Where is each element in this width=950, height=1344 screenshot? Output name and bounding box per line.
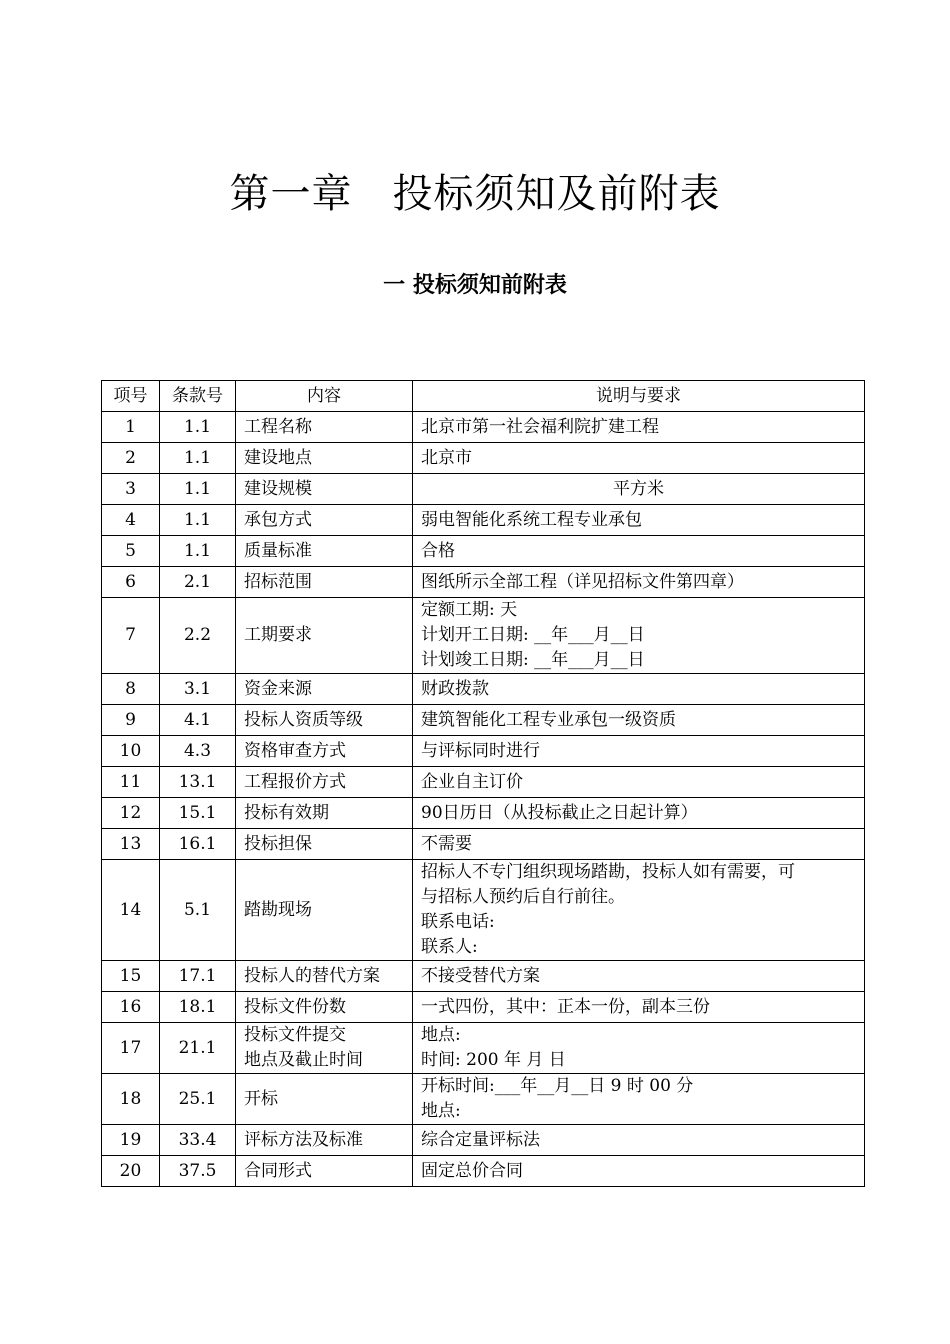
- table-row: [102, 961, 865, 992]
- row-content-line: 承包方式: [244, 509, 312, 530]
- row-description: [413, 767, 865, 798]
- row-description-line: 建筑智能化工程专业承包一级资质: [421, 709, 676, 730]
- table-row: [102, 412, 865, 443]
- row-content: [236, 536, 413, 567]
- row-item-number: 10: [102, 736, 160, 767]
- row-description: [413, 505, 865, 536]
- row-description-line: 开标时间:___年__月__日 9 时 00 分: [421, 1076, 694, 1096]
- table-row: [102, 767, 865, 798]
- row-content: [236, 736, 413, 767]
- row-content: [236, 474, 413, 505]
- row-item-number: 3: [102, 474, 160, 505]
- table-row: [102, 536, 865, 567]
- row-item-number: 18: [102, 1074, 160, 1125]
- row-content: [236, 412, 413, 443]
- row-description-line: 招标人不专门组织现场踏勘，投标人如有需要，可: [421, 862, 795, 882]
- row-clause-number: 1.1: [160, 536, 236, 567]
- row-description-line: 综合定量评标法: [421, 1129, 540, 1150]
- row-clause-number: 21.1: [160, 1023, 236, 1074]
- row-item-number: 9: [102, 705, 160, 736]
- row-description-line: 计划开工日期: __年___月__日: [421, 625, 645, 645]
- row-item-number: 1: [102, 412, 160, 443]
- row-content: [236, 505, 413, 536]
- row-description-line: 与评标同时进行: [421, 740, 540, 761]
- row-content: [236, 705, 413, 736]
- row-content-line: 评标方法及标准: [244, 1129, 363, 1150]
- row-clause-number: 4.3: [160, 736, 236, 767]
- row-clause-number: 16.1: [160, 829, 236, 860]
- row-item-number: 7: [102, 598, 160, 674]
- row-description: [413, 798, 865, 829]
- row-description: [413, 443, 865, 474]
- row-description-line: 北京市第一社会福利院扩建工程: [421, 416, 659, 437]
- row-clause-number: 2.2: [160, 598, 236, 674]
- table-row: [102, 736, 865, 767]
- row-content: [236, 567, 413, 598]
- row-description-line: 一式四份，其中：正本一份，副本三份: [421, 996, 710, 1017]
- row-clause-number: 37.5: [160, 1156, 236, 1187]
- row-content: [236, 961, 413, 992]
- row-description: [413, 860, 865, 961]
- row-description: [413, 1023, 865, 1074]
- row-content-line: 踏勘现场: [244, 899, 312, 920]
- row-content: [236, 767, 413, 798]
- row-content-line: 工程名称: [244, 416, 312, 437]
- row-content: [236, 1074, 413, 1125]
- table-row: [102, 598, 865, 674]
- row-content-line: 投标担保: [244, 833, 312, 854]
- row-content: [236, 1156, 413, 1187]
- row-description: [413, 1156, 865, 1187]
- row-description: [413, 1125, 865, 1156]
- row-content-line: 建设地点: [244, 447, 312, 468]
- row-clause-number: 5.1: [160, 860, 236, 961]
- header-content: 内容: [236, 381, 413, 412]
- chapter-title: [0, 162, 950, 219]
- table-row: [102, 860, 865, 961]
- chapter-name: 投标须知及前附表: [392, 171, 721, 217]
- row-content: [236, 860, 413, 961]
- row-content-line: 投标文件提交: [244, 1025, 346, 1045]
- row-content: [236, 1023, 413, 1074]
- row-item-number: 8: [102, 674, 160, 705]
- row-item-number: 15: [102, 961, 160, 992]
- row-clause-number: 1.1: [160, 443, 236, 474]
- row-clause-number: 15.1: [160, 798, 236, 829]
- row-description: [413, 536, 865, 567]
- row-content: [236, 829, 413, 860]
- row-item-number: 4: [102, 505, 160, 536]
- row-description: [413, 992, 865, 1023]
- row-description-line: 平方米: [613, 478, 664, 499]
- row-content-line: 地点及截止时间: [244, 1050, 363, 1070]
- row-item-number: 12: [102, 798, 160, 829]
- row-content-line: 资格审查方式: [244, 740, 346, 761]
- row-description: [413, 567, 865, 598]
- row-description-line: 90日历日（从投标截止之日起计算）: [421, 802, 698, 823]
- row-description: [413, 674, 865, 705]
- row-content-line: 开标: [244, 1088, 278, 1109]
- row-content-line: 工程报价方式: [244, 771, 346, 792]
- table-header-row: [102, 381, 865, 412]
- row-description-line: 联系人:: [421, 937, 478, 957]
- row-content-line: 建设规模: [244, 478, 312, 499]
- row-content: [236, 798, 413, 829]
- table-row: [102, 829, 865, 860]
- row-description-line: 定额工期: 天: [421, 600, 518, 620]
- row-description-line: 计划竣工日期: __年___月__日: [421, 650, 645, 670]
- row-description: [413, 474, 865, 505]
- row-clause-number: 25.1: [160, 1074, 236, 1125]
- row-description: [413, 705, 865, 736]
- row-item-number: 5: [102, 536, 160, 567]
- row-item-number: 11: [102, 767, 160, 798]
- row-description-line: 不接受替代方案: [421, 965, 540, 986]
- header-item-number: 项号: [102, 381, 160, 412]
- table-row: [102, 474, 865, 505]
- table-row: [102, 674, 865, 705]
- row-description-line: 时间: 200 年 月 日: [421, 1050, 566, 1070]
- row-item-number: 13: [102, 829, 160, 860]
- row-item-number: 17: [102, 1023, 160, 1074]
- row-description-line: 与招标人预约后自行前往。: [421, 887, 625, 907]
- table-row: [102, 705, 865, 736]
- row-clause-number: 18.1: [160, 992, 236, 1023]
- row-description-line: 企业自主订价: [421, 771, 523, 792]
- row-description: [413, 829, 865, 860]
- row-content-line: 工期要求: [244, 625, 312, 645]
- row-description-line: 弱电智能化系统工程专业承包: [421, 509, 642, 530]
- row-description-line: 地点:: [421, 1025, 461, 1045]
- row-content: [236, 598, 413, 674]
- table-row: [102, 1125, 865, 1156]
- row-description-line: 合格: [421, 540, 455, 561]
- table-row: [102, 798, 865, 829]
- row-content-line: 投标文件份数: [244, 996, 346, 1017]
- row-clause-number: 1.1: [160, 505, 236, 536]
- row-description-line: 北京市: [421, 447, 472, 468]
- row-item-number: 20: [102, 1156, 160, 1187]
- row-item-number: 19: [102, 1125, 160, 1156]
- row-description-line: 联系电话:: [421, 912, 495, 932]
- row-clause-number: 13.1: [160, 767, 236, 798]
- section-title: 一 投标须知前附表: [383, 273, 567, 298]
- row-item-number: 16: [102, 992, 160, 1023]
- row-content-line: 投标人的替代方案: [244, 965, 380, 986]
- row-description-line: 财政拨款: [421, 678, 489, 699]
- row-content: [236, 1125, 413, 1156]
- row-content-line: 质量标准: [244, 540, 312, 561]
- row-description: [413, 412, 865, 443]
- bid-instructions-table: [101, 380, 865, 1187]
- row-clause-number: 3.1: [160, 674, 236, 705]
- row-item-number: 2: [102, 443, 160, 474]
- row-item-number: 6: [102, 567, 160, 598]
- row-content: [236, 992, 413, 1023]
- table-body: [102, 412, 865, 1187]
- row-description-line: 不需要: [421, 833, 472, 854]
- table-row: [102, 1023, 865, 1074]
- row-clause-number: 2.1: [160, 567, 236, 598]
- row-content-line: 招标范围: [244, 571, 312, 592]
- table-row: [102, 992, 865, 1023]
- row-content-line: 投标有效期: [244, 802, 329, 823]
- row-content: [236, 443, 413, 474]
- row-description-line: 图纸所示全部工程（详见招标文件第四章）: [421, 571, 744, 592]
- row-clause-number: 1.1: [160, 474, 236, 505]
- row-clause-number: 4.1: [160, 705, 236, 736]
- table-row: [102, 505, 865, 536]
- row-item-number: 14: [102, 860, 160, 961]
- row-clause-number: 17.1: [160, 961, 236, 992]
- row-description: [413, 598, 865, 674]
- row-clause-number: 1.1: [160, 412, 236, 443]
- row-description-line: 固定总价合同: [421, 1160, 523, 1181]
- table-row: [102, 443, 865, 474]
- table-row: [102, 1074, 865, 1125]
- header-description: 说明与要求: [413, 381, 865, 412]
- row-description: [413, 1074, 865, 1125]
- table-row: [102, 567, 865, 598]
- row-content-line: 投标人资质等级: [244, 709, 363, 730]
- row-description: [413, 736, 865, 767]
- header-clause-number: 条款号: [160, 381, 236, 412]
- chapter-number: 第一章: [229, 171, 353, 217]
- row-description-line: 地点:: [421, 1101, 461, 1121]
- row-clause-number: 33.4: [160, 1125, 236, 1156]
- row-content-line: 合同形式: [244, 1160, 312, 1181]
- row-description: [413, 961, 865, 992]
- row-content: [236, 674, 413, 705]
- table-row: [102, 1156, 865, 1187]
- row-content-line: 资金来源: [244, 678, 312, 699]
